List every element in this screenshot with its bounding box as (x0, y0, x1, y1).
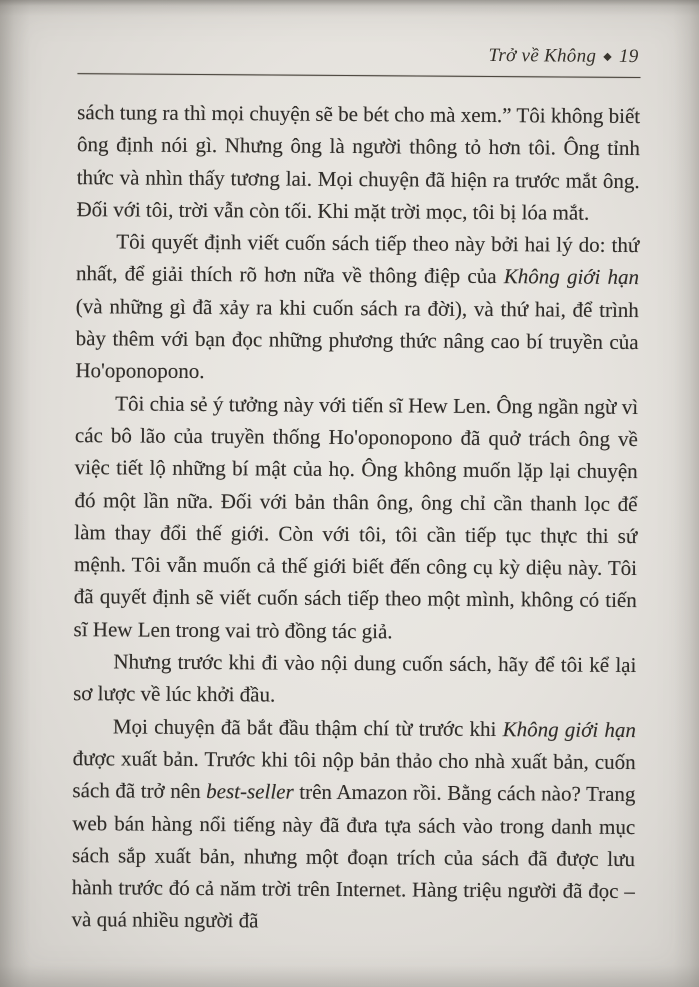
text-run: Tôi quyết định viết cuốn sách tiếp theo này bởi hai lý do: thứ nhất, để giải thích rõ hơn nữa về thông điệp của (75, 229, 640, 289)
text-run: trên Amazon rồi. Bằng cách nào? Trang web bán hàng nổi tiếng này đã đưa tựa sách vào trong danh mục sách sắp xuất bản, nhưng một đoạn trích của sách đã được lưu hành trước đó cả năm trời trên Internet. Hàng triệu người đã đọc – và quá nhiều người đã (71, 779, 636, 933)
text-run: được xuất bản. Trước khi tôi nộp bản thảo cho nhà xuất bản, cuốn sách đã trở nên (72, 746, 636, 804)
page-number: 19 (618, 45, 639, 68)
text-run: Nhưng trước khi đi vào nội dung cuốn sách, hãy để tôi kể lại sơ lược về lúc khởi đầu. (73, 649, 637, 707)
text-run: Tôi chia sẻ ý tưởng này với tiến sĩ Hew Len. Ông ngần ngừ vì các bô lão của truyền thống Ho'oponopono đã quở trách ông về việc tiết lộ những bí mật của họ. Ông không muốn lặp lại chuyện đó một lần nữa. Đối với bản thân ông, ông chỉ cần thanh lọc để làm thay đổi thế giới. Còn với tôi, tôi cần tiếp tục thực thi sứ mệnh. Tôi vẫn muốn cả thế giới biết đến công cụ kỳ diệu này. Tôi đã quyết định sẽ viết cuốn sách tiếp theo một mình, không có tiến sĩ Hew Len trong vai trò đồng tác giả. (73, 391, 639, 644)
page-header (78, 42, 641, 68)
text-run: Mọi chuyện đã bắt đầu thậm chí từ trước khi (112, 714, 503, 741)
body-text (71, 96, 640, 940)
paragraph (76, 96, 640, 229)
italic-text-run: Không giới hạn (502, 716, 636, 742)
text-run: sách tung ra thì mọi chuyện sẽ be bét cho mà xem.” Tôi không biết ông định nói gì. Nhưng ông là người thông tỏ hơn tôi. Ông tỉnh thức và nhìn thấy tương lai. Mọi chuyện đã hiện ra trước mắt ông. Đối với tôi, trời vẫn còn tối. Khi mặt trời mọc, tôi bị lóa mắt. (76, 100, 641, 225)
italic-text-run: best-seller (206, 779, 294, 804)
running-title: Trở về Không (488, 44, 597, 67)
header-rule (77, 73, 640, 78)
paragraph (71, 710, 636, 940)
diamond-separator-icon: ◆ (603, 50, 613, 63)
paragraph (73, 387, 638, 649)
text-run: (và những gì đã xảy ra khi cuốn sách ra đời), và thứ hai, để trình bày thêm với bạn đọc những phương thức nâng cao bí truyền của Ho'oponopono. (75, 293, 639, 384)
paragraph (73, 645, 636, 714)
paragraph (75, 225, 639, 390)
italic-text-run: Không giới hạn (503, 264, 640, 290)
